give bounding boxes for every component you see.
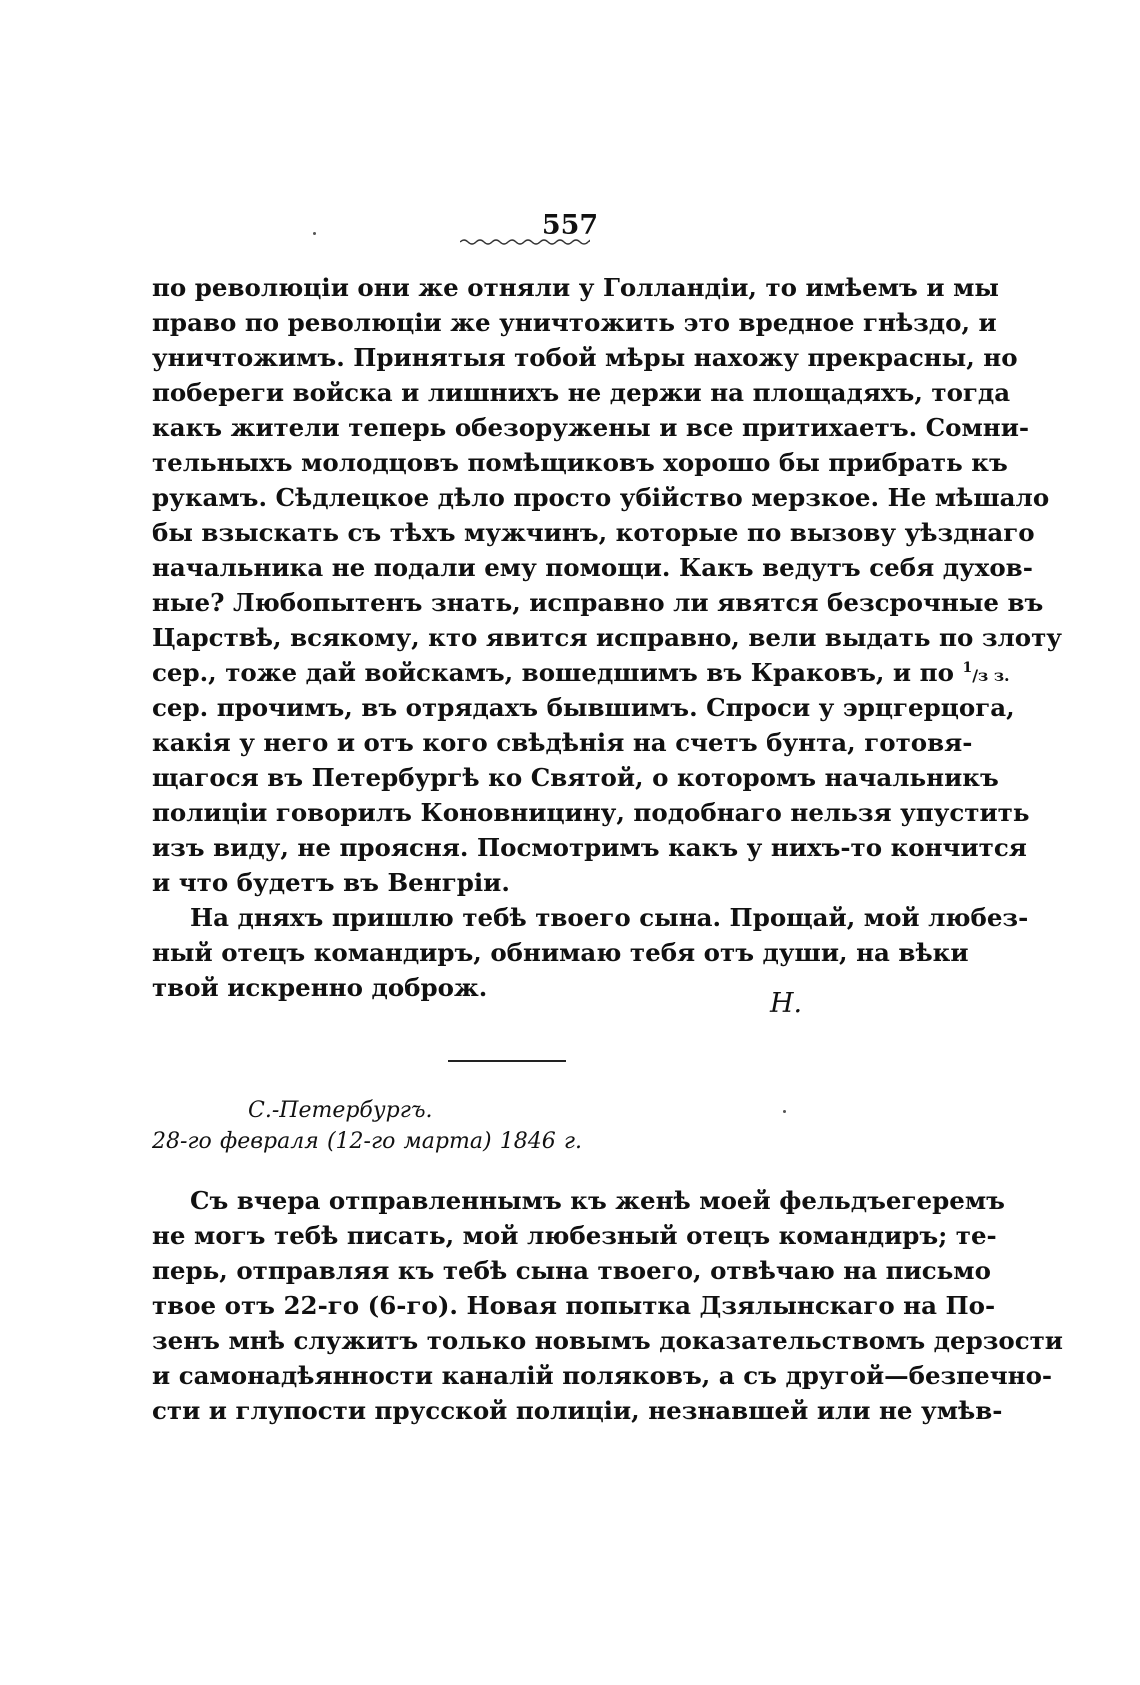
text-line: рукамъ. Сѣдлецкое дѣло просто убійство мерзкое. Не мѣшало <box>152 483 1050 512</box>
text-line: твое отъ 22-го (6-го). Новая попытка Дзялынскаго на По- <box>152 1291 996 1320</box>
letter-date: 28-го февраля (12-го марта) 1846 г. <box>152 1129 582 1154</box>
text-line: перь, отправляя къ тебѣ сына твоего, отвѣчаю на письмо <box>152 1256 991 1285</box>
text-line: бы взыскать съ тѣхъ мужчинъ, которые по вызову уѣзднаго <box>152 518 1035 547</box>
text-line: какъ жители теперь обезоружены и все притихаетъ. Сомни- <box>152 413 1030 442</box>
signature: Н. <box>770 988 803 1019</box>
text-line: по революціи они же отняли у Голландіи, то имѣемъ и мы <box>152 273 999 302</box>
text-line: На дняхъ пришлю тебѣ твоего сына. Прощай, мой любез- <box>190 903 1029 932</box>
text-line: и что будетъ въ Венгріи. <box>152 868 510 897</box>
text-line: щагося въ Петербургѣ ко Святой, о которомъ начальникъ <box>152 763 999 792</box>
text-span: сер., тоже дай войскамъ, вошедшимъ въ Краковъ, и по <box>152 658 954 687</box>
fraction <box>962 658 1009 687</box>
text-line: полиціи говорилъ Коновницину, подобнаго нельзя упустить <box>152 798 1030 827</box>
text-line: ный отецъ командиръ, обнимаю тебя отъ души, на вѣки <box>152 938 969 967</box>
text-line: не могъ тебѣ писать, мой любезный отецъ командиръ; те- <box>152 1221 997 1250</box>
page-number-ornament <box>460 238 590 246</box>
section-divider <box>448 1060 566 1062</box>
text-line: Съ вчера отправленнымъ къ женѣ моей фельдъегеремъ <box>190 1186 1005 1215</box>
fraction-denominator: /з з. <box>972 666 1010 685</box>
text-line: тельныхъ молодцовъ помѣщиковъ хорошо бы прибрать къ <box>152 448 1008 477</box>
fraction-numerator: 1 <box>962 659 973 676</box>
text-line: какія у него и отъ кого свѣдѣнія на счетъ бунта, готовя- <box>152 728 973 757</box>
text-line: изъ виду, не проясня. Посмотримъ какъ у нихъ-то кончится <box>152 833 1027 862</box>
text-line: начальника не подали ему помощи. Какъ ведутъ себя духов- <box>152 553 1033 582</box>
text-line: ные? Любопытенъ знать, исправно ли явятся безсрочные въ <box>152 588 1044 617</box>
text-line: сти и глупости прусской полиціи, незнавшей или не умѣв- <box>152 1396 1003 1425</box>
text-line: твой искренно доброж. <box>152 973 488 1002</box>
text-line: сер. прочимъ, въ отрядахъ бывшимъ. Спроси у эрцгерцога, <box>152 693 1015 722</box>
text-line: и самонадѣянности каналій поляковъ, а съ другой—безпечно- <box>152 1361 1053 1390</box>
page-number: 557 <box>541 210 599 241</box>
text-line: право по революціи же уничтожить это вредное гнѣздо, и <box>152 308 997 337</box>
text-line: Царствѣ, всякому, кто явится исправно, вели выдать по злоту <box>152 623 1062 652</box>
text-line: уничтожимъ. Принятыя тобой мѣры нахожу прекрасны, но <box>152 343 1018 372</box>
text-line: зенъ мнѣ служитъ только новымъ доказательствомъ дерзости <box>152 1326 1063 1355</box>
text-line: побереги войска и лишнихъ не держи на площадяхъ, тогда <box>152 378 1011 407</box>
text-line-with-fraction <box>152 657 1010 689</box>
letter-place: С.-Петербургъ. <box>248 1098 433 1123</box>
print-speck <box>313 232 316 235</box>
print-speck <box>783 1110 786 1113</box>
